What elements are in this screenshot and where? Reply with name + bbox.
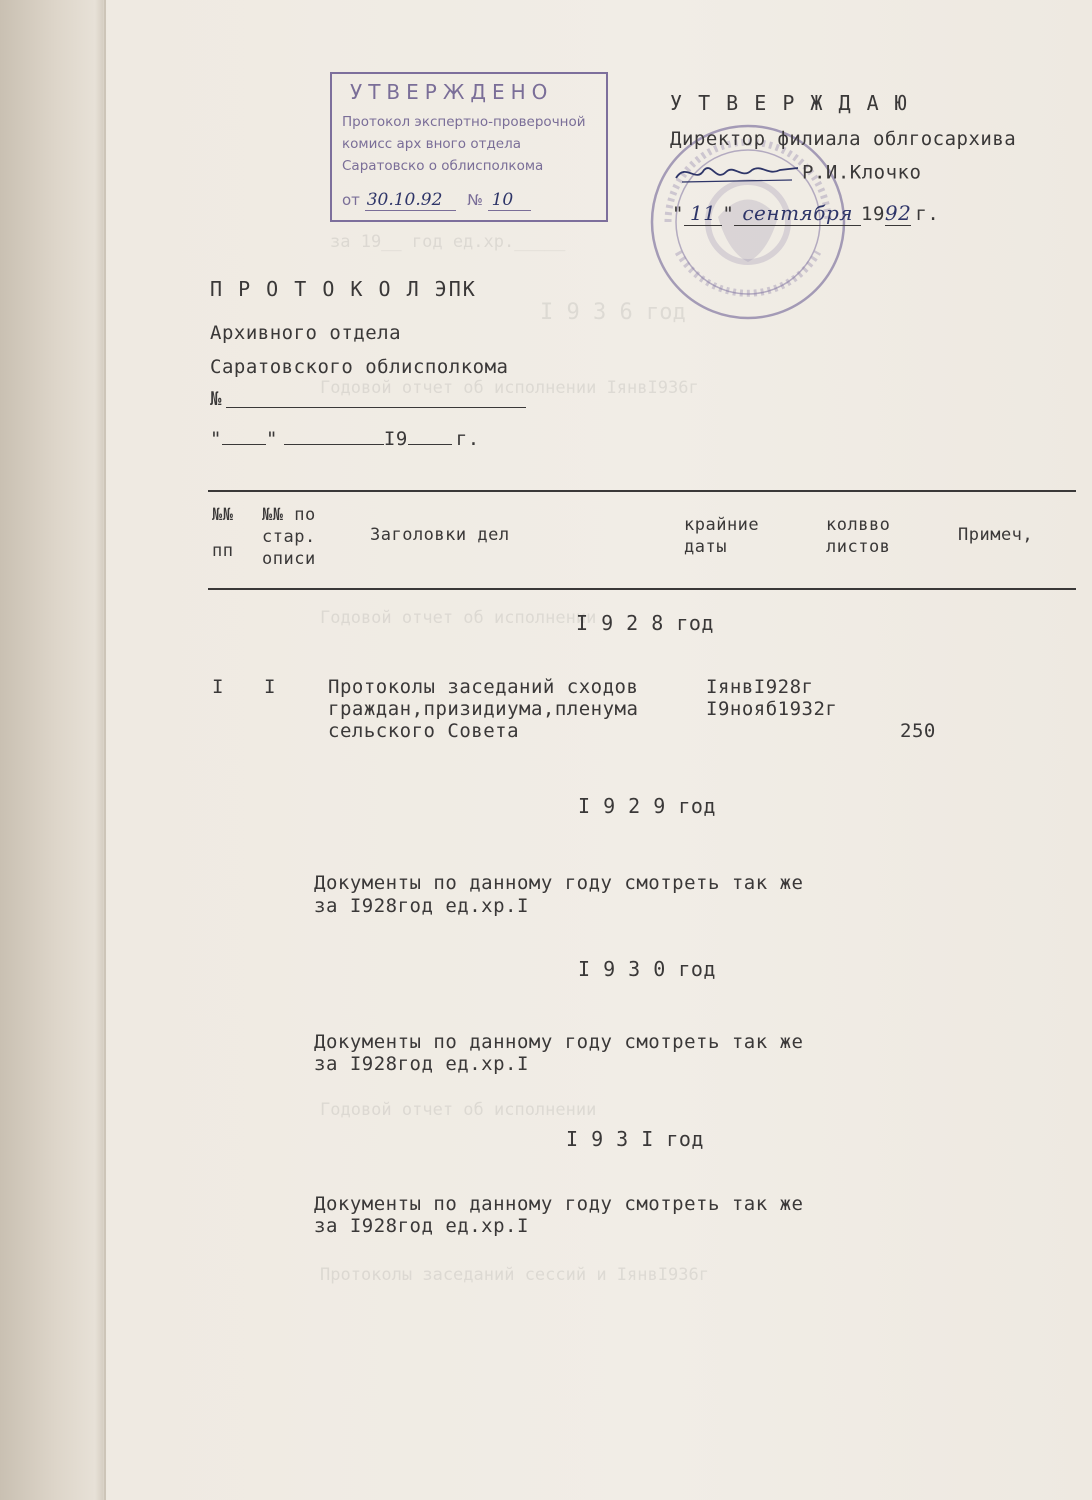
- approval-signature-row: [672, 158, 921, 188]
- bleed-through-text: I 9 3 6 год: [540, 300, 686, 325]
- binding-edge: [0, 0, 105, 1500]
- header-case-titles: Заголовки дел: [370, 525, 510, 545]
- stamp-title: УТВЕРЖДЕНО: [350, 80, 554, 104]
- approval-stamp: [330, 72, 608, 222]
- header-old-num: №№ по: [262, 505, 316, 525]
- stamp-line: комисс арх вного отдела: [342, 136, 521, 152]
- handwritten-signature: [672, 158, 802, 188]
- row1-title-2: граждан,призидиума,пленума: [328, 698, 639, 720]
- note-1929-line-2: за I928год ед.хр.I: [314, 895, 529, 917]
- header-notes: Примеч,: [958, 525, 1034, 545]
- table-header-rule: [208, 588, 1076, 590]
- section-year-1930: I 9 3 0 год: [578, 957, 716, 981]
- bleed-through-text: Годовой отчет об исполнении IянвI936г: [320, 378, 699, 398]
- stamp-line: Протокол экспертно-проверочной: [342, 114, 586, 130]
- approval-title: У Т В Е Р Ж Д А Ю: [670, 91, 909, 115]
- bleed-through-text: Годовой отчет об исполнении: [320, 608, 597, 628]
- approval-month: сентября: [734, 201, 861, 226]
- note-1930-line-1: Документы по данному году смотреть так же: [314, 1031, 804, 1053]
- approval-date-quote-open: ": [672, 203, 684, 225]
- approval-day: 11: [684, 201, 722, 226]
- header-old-num-2: стар.: [262, 527, 316, 547]
- note-1931-line-1: Документы по данному году смотреть так же: [314, 1193, 804, 1215]
- approval-date-row: [672, 202, 939, 225]
- number-label: №: [210, 388, 222, 410]
- header-old-num-3: описи: [262, 549, 316, 569]
- header-num-sub: пп: [212, 541, 234, 561]
- section-year-1928: I 9 2 8 год: [576, 611, 714, 635]
- approval-date-quote-close: ": [722, 203, 735, 225]
- number-underline: [226, 407, 526, 408]
- org-line-1: Архивного отдела: [210, 322, 402, 344]
- bleed-through-text: за 19__ год ед.хр._____: [330, 232, 566, 252]
- date-quote-open: ": [210, 428, 222, 450]
- bleed-through-text: Протоколы заседаний сессий и IянвI936г: [320, 1265, 709, 1285]
- header-dates: крайние: [684, 515, 760, 535]
- note-1930-line-2: за I928год ед.хр.I: [314, 1053, 529, 1075]
- stamp-number-value: 10: [488, 190, 532, 211]
- date-year-end: г.: [455, 428, 480, 450]
- stamp-date-value: 30.10.92: [365, 190, 457, 211]
- section-year-1931: I 9 3 I год: [566, 1127, 704, 1151]
- section-year-1929: I 9 2 9 год: [578, 794, 716, 818]
- approval-year-suffix: 92: [884, 201, 912, 225]
- org-line-2: Саратовского облисполкома: [210, 356, 509, 378]
- stamp-line: Саратовско о облисполкома: [342, 158, 544, 174]
- date-line: [210, 428, 480, 450]
- note-1931-line-2: за I928год ед.хр.I: [314, 1215, 529, 1237]
- table-top-rule: [208, 490, 1076, 492]
- stamp-number-prefix: №: [467, 191, 483, 209]
- date-quote-close: ": [265, 428, 278, 450]
- stamp-date-row: [342, 190, 531, 210]
- date-year-prefix: I9: [383, 428, 408, 450]
- stamp-date-prefix: от: [342, 191, 360, 209]
- row1-date-start: IянвI928г: [706, 676, 814, 698]
- row1-num: I: [212, 676, 224, 698]
- bleed-through-text: Годовой отчет об исполнении: [320, 1100, 597, 1120]
- row1-old-num: I: [264, 676, 276, 698]
- row1-title-3: сельского Совета: [328, 720, 520, 742]
- approval-year-prefix: 19: [861, 203, 885, 225]
- row1-date-end: I9нояб1932г: [706, 698, 838, 720]
- document-title: П Р О Т О К О Л ЭПК: [210, 277, 477, 301]
- approval-position: Директор филиала облгосархива: [670, 128, 1017, 150]
- row1-sheets: 250: [900, 720, 936, 742]
- page-fold: [104, 0, 106, 1500]
- row1-title-1: Протоколы заседаний сходов: [328, 676, 639, 698]
- header-num: №№: [212, 505, 234, 525]
- approval-name: Р.И.Клочко: [802, 161, 922, 184]
- approval-year-end: г.: [915, 203, 940, 225]
- header-dates-2: даты: [684, 537, 727, 557]
- header-sheets-2: листов: [826, 537, 891, 557]
- header-sheets: колвво: [826, 515, 891, 535]
- note-1929-line-1: Документы по данному году смотреть так же: [314, 872, 804, 894]
